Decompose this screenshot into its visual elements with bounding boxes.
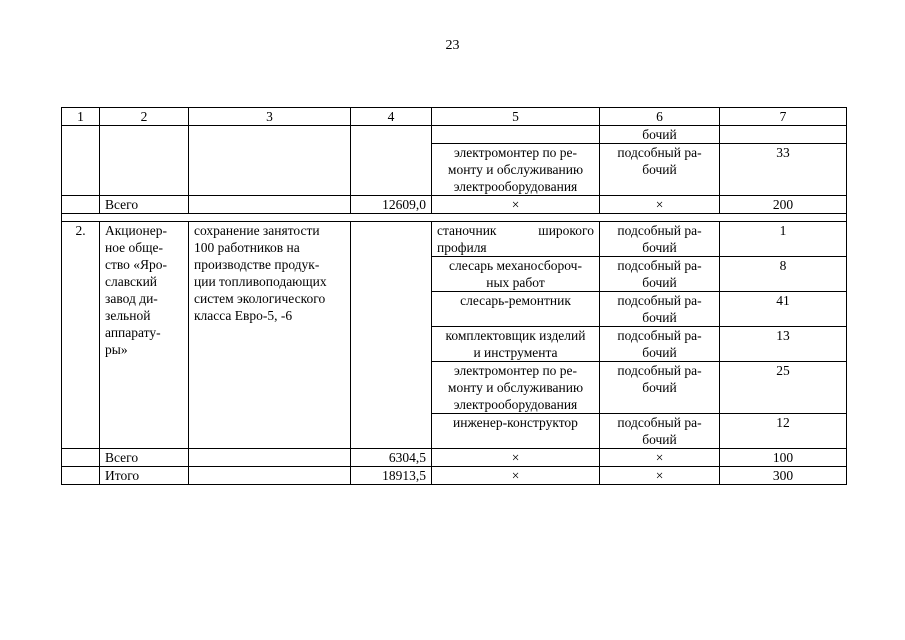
- cross-mark: ×: [432, 467, 600, 485]
- empty-cell: [189, 449, 351, 467]
- total-count: 200: [720, 196, 847, 214]
- position-cell: инженер-конструктор: [432, 414, 600, 449]
- total-amount: 12609,0: [351, 196, 432, 214]
- total-amount: 6304,5: [351, 449, 432, 467]
- position-cell: электромонтер по ре- монту и обслуживанию электрооборудования: [432, 362, 600, 414]
- header-cell: 4: [351, 108, 432, 126]
- cross-mark: ×: [600, 449, 720, 467]
- total-label: Всего: [100, 449, 189, 467]
- empty-cell: [100, 126, 189, 196]
- header-cell: 3: [189, 108, 351, 126]
- total-count: 100: [720, 449, 847, 467]
- table-row: [62, 126, 847, 144]
- position-cell: слесарь механосбороч- ных работ: [432, 257, 600, 292]
- grand-total-amount: 18913,5: [351, 467, 432, 485]
- item-number: 2.: [62, 222, 100, 449]
- header-cell: 5: [432, 108, 600, 126]
- position-cell: слесарь-ремонтник: [432, 292, 600, 327]
- cross-mark: ×: [432, 449, 600, 467]
- category-cell: подсобный ра- бочий: [600, 144, 720, 196]
- empty-cell: [351, 222, 432, 449]
- category-cell: подсобный ра- бочий: [600, 222, 720, 257]
- empty-cell: [62, 467, 100, 485]
- position-cell: электромонтер по ре- монту и обслуживанию электрооборудования: [432, 144, 600, 196]
- grand-total-count: 300: [720, 467, 847, 485]
- header-cell: 2: [100, 108, 189, 126]
- page-number: 23: [445, 38, 460, 53]
- cross-mark: ×: [600, 196, 720, 214]
- category-cell: подсобный ра- бочий: [600, 257, 720, 292]
- category-cell: подсобный ра- бочий: [600, 414, 720, 449]
- empty-cell: [351, 126, 432, 196]
- position-cell: станочник широкого профиля: [432, 222, 600, 257]
- header-cell: 1: [62, 108, 100, 126]
- count-cell: 33: [720, 144, 847, 196]
- grand-total-row: [62, 467, 847, 485]
- empty-cell: [62, 196, 100, 214]
- cross-mark: ×: [432, 196, 600, 214]
- count-cell: 1: [720, 222, 847, 257]
- count-cell: [720, 126, 847, 144]
- subsidy-table: [61, 107, 847, 485]
- count-cell: 25: [720, 362, 847, 414]
- empty-cell: [189, 467, 351, 485]
- grand-total-label: Итого: [100, 467, 189, 485]
- empty-cell: [62, 449, 100, 467]
- count-cell: 13: [720, 327, 847, 362]
- count-cell: 41: [720, 292, 847, 327]
- category-cell: бочий: [600, 126, 720, 144]
- company-name: Акционер- ное обще- ство «Яро- славский завод ди- зельной аппарату- ры»: [100, 222, 189, 449]
- position-cell: комплектовщик изделий и инструмента: [432, 327, 600, 362]
- total-row: [62, 449, 847, 467]
- category-cell: подсобный ра- бочий: [600, 292, 720, 327]
- total-label: Всего: [100, 196, 189, 214]
- empty-cell: [189, 126, 351, 196]
- position-cell: [432, 126, 600, 144]
- count-cell: 12: [720, 414, 847, 449]
- category-cell: подсобный ра- бочий: [600, 362, 720, 414]
- count-cell: 8: [720, 257, 847, 292]
- category-cell: подсобный ра- бочий: [600, 327, 720, 362]
- table-row: [62, 222, 847, 257]
- purpose-text: сохранение занятости 100 работников на производстве продук- ции топливоподающих систем экологического класса Евро-5, -6: [189, 222, 351, 449]
- cross-mark: ×: [600, 467, 720, 485]
- empty-cell: [189, 196, 351, 214]
- empty-cell: [62, 126, 100, 196]
- header-cell: 7: [720, 108, 847, 126]
- header-row: [62, 108, 847, 126]
- header-cell: 6: [600, 108, 720, 126]
- separator-row: [62, 214, 847, 222]
- total-row: [62, 196, 847, 214]
